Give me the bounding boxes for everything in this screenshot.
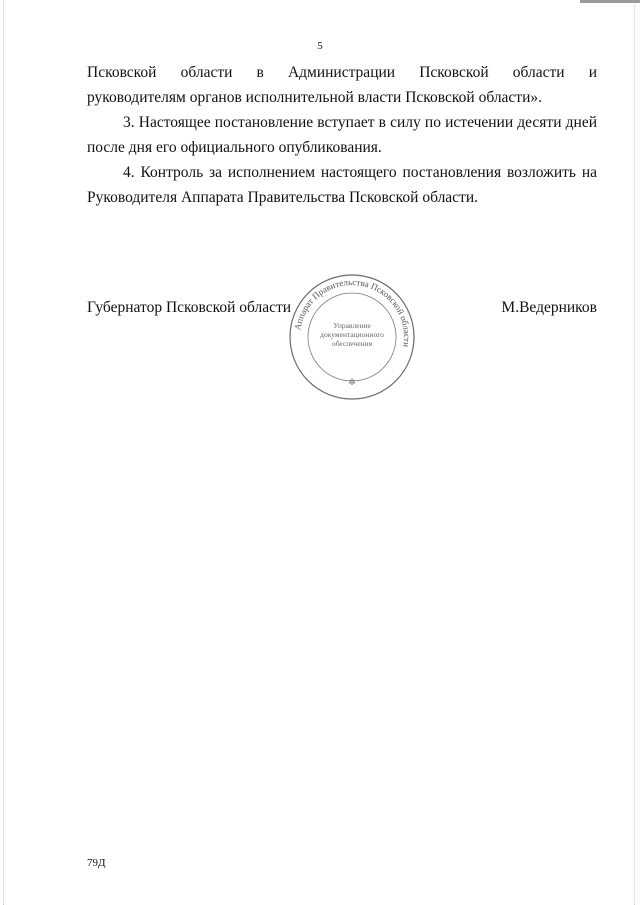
official-seal-stamp <box>288 273 416 401</box>
document-body <box>87 60 597 210</box>
paragraph-line-1: Псковской области в Администрации Псковской области и <box>87 64 597 81</box>
paragraph-line-2: руководителям органов исполнительной власти Псковской области». <box>87 89 543 106</box>
seal-center-line-1: Управление <box>333 321 371 330</box>
seal-ring-text: Аппарат Правительства Псковской области <box>292 276 413 348</box>
scan-left-edge <box>3 0 5 905</box>
signatory-name: М.Ведерников <box>501 299 597 316</box>
page-number: 5 <box>317 40 323 52</box>
paragraph-4: 4. Контроль за исполнением настоящего постановления возложить на Руководителя Аппарата Правительства Псковской области. <box>87 164 597 206</box>
scan-right-edge <box>634 0 636 905</box>
seal-star-icon: ✲ <box>348 377 356 387</box>
signatory-position: Губернатор Псковской области <box>87 299 292 316</box>
seal-center-line-2: документационного <box>320 330 384 339</box>
paragraph-3: 3. Настоящее постановление вступает в силу по истечении десяти дней после дня его официального опубликования. <box>87 114 597 156</box>
scan-top-mark <box>580 0 640 3</box>
seal-center-line-3: обеспечения <box>331 339 373 348</box>
document-code: 79Д <box>87 857 106 869</box>
